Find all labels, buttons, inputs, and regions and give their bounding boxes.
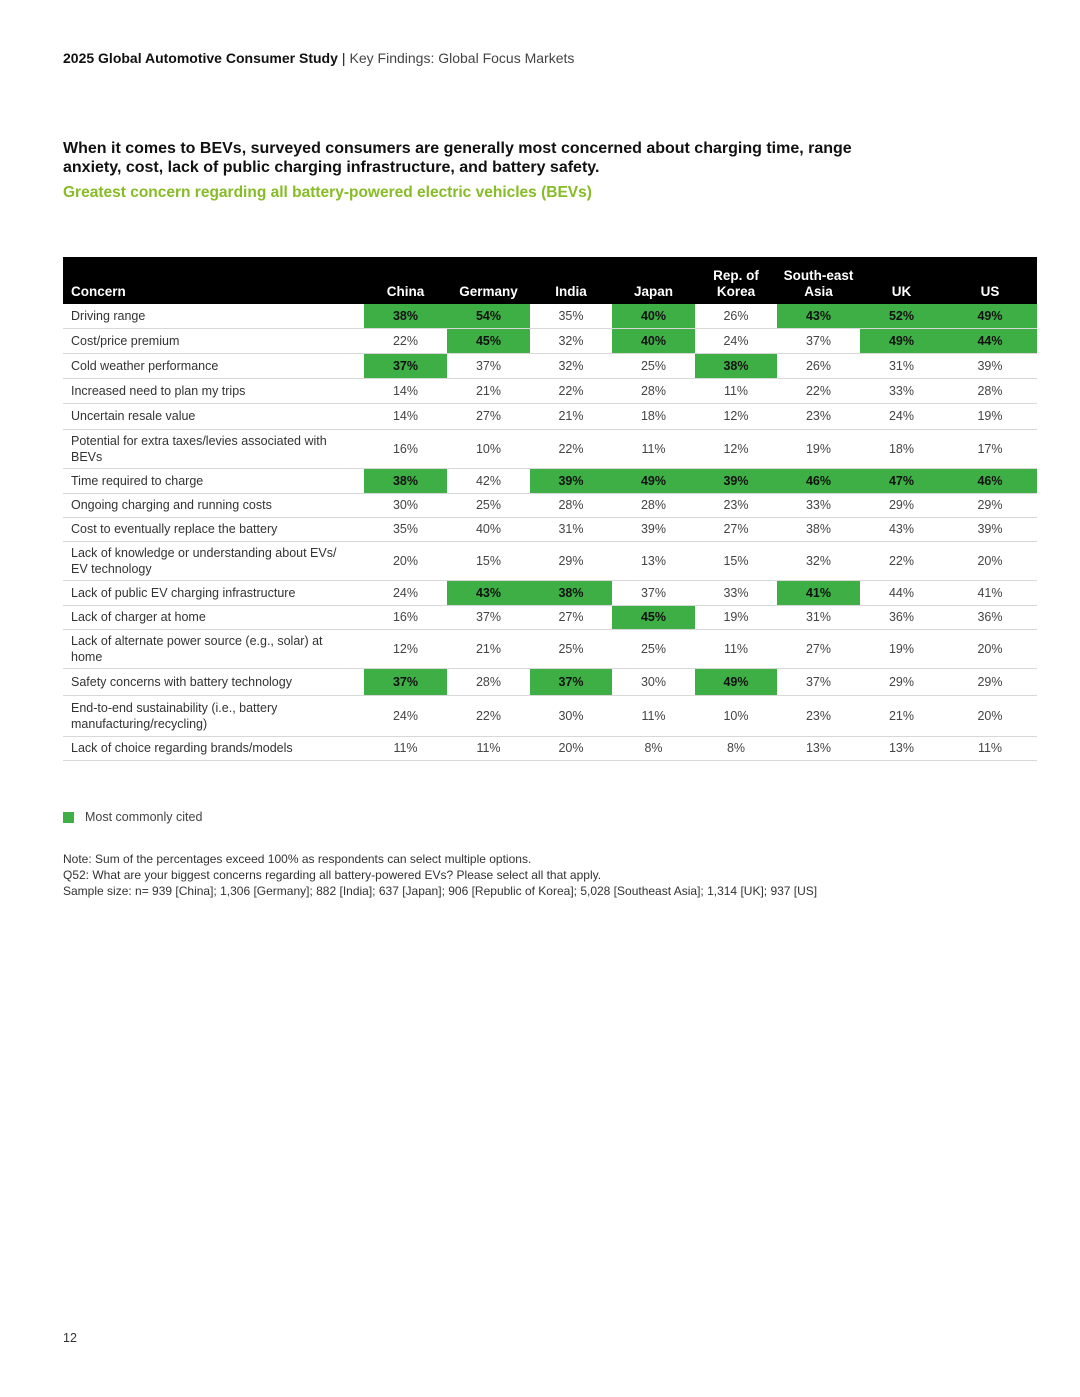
value-cell-china: 14% [364,403,447,429]
concern-label: Lack of alternate power source (e.g., solar) at home [63,629,364,668]
table-row [63,353,1037,378]
page-number: 12 [63,1331,77,1345]
value-cell-uk: 19% [860,629,943,668]
value-cell-japan: 45% [612,605,695,629]
value-cell-germany: 25% [447,493,530,517]
value-cell-china: 37% [364,353,447,378]
value-cell-china: 38% [364,304,447,328]
table-row [63,541,1037,580]
value-cell-japan: 49% [612,468,695,493]
value-cell-germany: 10% [447,429,530,468]
value-cell-germany: 21% [447,629,530,668]
table-row [63,605,1037,629]
value-cell-japan: 37% [612,580,695,605]
table-row [63,304,1037,328]
value-cell-southeast-asia: 13% [777,736,860,760]
legend [63,810,202,824]
value-cell-china: 37% [364,668,447,695]
value-cell-china: 24% [364,580,447,605]
column-header-germany: Germany [447,257,530,304]
value-cell-korea: 10% [695,695,777,736]
value-cell-india: 21% [530,403,612,429]
value-cell-germany: 37% [447,353,530,378]
page-header [63,50,574,66]
value-cell-uk: 31% [860,353,943,378]
value-cell-us: 20% [943,541,1037,580]
table-row [63,493,1037,517]
concern-label: Uncertain resale value [63,403,364,429]
question-text: Q52: What are your biggest concerns regarding all battery-powered EVs? Please select all that apply. [63,868,602,882]
value-cell-southeast-asia: 32% [777,541,860,580]
value-cell-us: 39% [943,353,1037,378]
value-cell-us: 20% [943,629,1037,668]
value-cell-uk: 13% [860,736,943,760]
value-cell-us: 29% [943,493,1037,517]
value-cell-china: 30% [364,493,447,517]
value-cell-korea: 12% [695,429,777,468]
value-cell-china: 20% [364,541,447,580]
value-cell-uk: 44% [860,580,943,605]
value-cell-india: 39% [530,468,612,493]
table-subtitle: Greatest concern regarding all battery-powered electric vehicles (BEVs) [63,184,592,201]
concern-label: Cost to eventually replace the battery [63,517,364,541]
value-cell-germany: 21% [447,378,530,403]
value-cell-india: 31% [530,517,612,541]
value-cell-japan: 40% [612,304,695,328]
value-cell-korea: 11% [695,629,777,668]
value-cell-southeast-asia: 23% [777,403,860,429]
concerns-table [63,257,1037,761]
value-cell-india: 22% [530,429,612,468]
value-cell-china: 12% [364,629,447,668]
value-cell-us: 29% [943,668,1037,695]
value-cell-germany: 15% [447,541,530,580]
value-cell-china: 24% [364,695,447,736]
header-separator: | [341,50,346,66]
value-cell-uk: 18% [860,429,943,468]
value-cell-southeast-asia: 27% [777,629,860,668]
value-cell-southeast-asia: 26% [777,353,860,378]
value-cell-korea: 27% [695,517,777,541]
table-header-row [63,257,1037,304]
value-cell-uk: 24% [860,403,943,429]
column-header-japan: Japan [612,257,695,304]
sample-size-text: Sample size: n= 939 [China]; 1,306 [Germany]; 882 [India]; 637 [Japan]; 906 [Republic of Korea]; 5,028 [Southeast Asia]; 1,314 [UK]; 937 [US] [63,884,818,898]
value-cell-japan: 11% [612,429,695,468]
value-cell-uk: 47% [860,468,943,493]
value-cell-india: 30% [530,695,612,736]
concern-label: Lack of public EV charging infrastructure [63,580,364,605]
table-row [63,468,1037,493]
value-cell-korea: 26% [695,304,777,328]
value-cell-southeast-asia: 31% [777,605,860,629]
concern-label: Time required to charge [63,468,364,493]
value-cell-germany: 11% [447,736,530,760]
column-header-southeast-asia: South-east Asia [777,257,860,304]
value-cell-germany: 42% [447,468,530,493]
value-cell-southeast-asia: 37% [777,328,860,353]
value-cell-india: 38% [530,580,612,605]
value-cell-germany: 22% [447,695,530,736]
value-cell-us: 46% [943,468,1037,493]
section-title: Key Findings: Global Focus Markets [349,50,575,66]
value-cell-uk: 29% [860,668,943,695]
table-row [63,695,1037,736]
column-header-uk: UK [860,257,943,304]
value-cell-japan: 8% [612,736,695,760]
value-cell-uk: 43% [860,517,943,541]
legend-swatch [63,812,74,823]
headline: When it comes to BEVs, surveyed consumers are generally most concerned about charging time, range anxiety, cost, lack of public charging infrastructure, and battery safety. [63,140,852,176]
value-cell-japan: 28% [612,378,695,403]
value-cell-japan: 25% [612,353,695,378]
value-cell-germany: 40% [447,517,530,541]
value-cell-korea: 38% [695,353,777,378]
value-cell-korea: 11% [695,378,777,403]
value-cell-india: 35% [530,304,612,328]
concern-label: Lack of charger at home [63,605,364,629]
value-cell-korea: 12% [695,403,777,429]
value-cell-korea: 33% [695,580,777,605]
value-cell-korea: 49% [695,668,777,695]
value-cell-uk: 29% [860,493,943,517]
value-cell-us: 41% [943,580,1037,605]
value-cell-china: 35% [364,517,447,541]
value-cell-japan: 25% [612,629,695,668]
value-cell-us: 49% [943,304,1037,328]
table-row [63,668,1037,695]
value-cell-us: 11% [943,736,1037,760]
value-cell-southeast-asia: 19% [777,429,860,468]
note-text: Note: Sum of the percentages exceed 100% as respondents can select multiple options. [63,852,532,866]
value-cell-china: 22% [364,328,447,353]
value-cell-uk: 36% [860,605,943,629]
study-title: 2025 Global Automotive Consumer Study [63,50,338,66]
value-cell-southeast-asia: 46% [777,468,860,493]
value-cell-uk: 52% [860,304,943,328]
value-cell-germany: 37% [447,605,530,629]
value-cell-japan: 30% [612,668,695,695]
value-cell-us: 36% [943,605,1037,629]
value-cell-southeast-asia: 38% [777,517,860,541]
table-row [63,736,1037,760]
value-cell-us: 39% [943,517,1037,541]
table-row [63,429,1037,468]
value-cell-us: 44% [943,328,1037,353]
value-cell-japan: 11% [612,695,695,736]
value-cell-india: 29% [530,541,612,580]
value-cell-southeast-asia: 22% [777,378,860,403]
value-cell-uk: 33% [860,378,943,403]
column-header-india: India [530,257,612,304]
value-cell-us: 19% [943,403,1037,429]
concern-label: Cold weather performance [63,353,364,378]
table-row [63,328,1037,353]
value-cell-india: 37% [530,668,612,695]
concern-label: Ongoing charging and running costs [63,493,364,517]
value-cell-india: 20% [530,736,612,760]
value-cell-japan: 39% [612,517,695,541]
value-cell-germany: 27% [447,403,530,429]
value-cell-southeast-asia: 37% [777,668,860,695]
value-cell-southeast-asia: 41% [777,580,860,605]
concern-label: End-to-end sustainability (i.e., battery manufacturing/recycling) [63,695,364,736]
concern-label: Lack of knowledge or understanding about EVs/ EV technology [63,541,364,580]
value-cell-uk: 21% [860,695,943,736]
value-cell-korea: 39% [695,468,777,493]
value-cell-southeast-asia: 33% [777,493,860,517]
value-cell-korea: 15% [695,541,777,580]
value-cell-southeast-asia: 23% [777,695,860,736]
value-cell-china: 38% [364,468,447,493]
column-header-concern: Concern [63,257,364,304]
value-cell-japan: 28% [612,493,695,517]
value-cell-germany: 43% [447,580,530,605]
legend-label: Most commonly cited [85,810,203,824]
value-cell-germany: 28% [447,668,530,695]
value-cell-india: 25% [530,629,612,668]
table-row [63,378,1037,403]
value-cell-korea: 24% [695,328,777,353]
table-row [63,629,1037,668]
value-cell-germany: 54% [447,304,530,328]
value-cell-china: 11% [364,736,447,760]
value-cell-japan: 13% [612,541,695,580]
value-cell-india: 32% [530,353,612,378]
column-header-china: China [364,257,447,304]
value-cell-korea: 8% [695,736,777,760]
table-body [63,304,1037,760]
table-row [63,517,1037,541]
table-row [63,580,1037,605]
concern-label: Increased need to plan my trips [63,378,364,403]
value-cell-india: 28% [530,493,612,517]
value-cell-india: 32% [530,328,612,353]
value-cell-uk: 22% [860,541,943,580]
value-cell-uk: 49% [860,328,943,353]
value-cell-japan: 40% [612,328,695,353]
value-cell-korea: 23% [695,493,777,517]
value-cell-india: 27% [530,605,612,629]
concern-label: Potential for extra taxes/levies associated with BEVs [63,429,364,468]
concern-label: Safety concerns with battery technology [63,668,364,695]
value-cell-southeast-asia: 43% [777,304,860,328]
value-cell-us: 28% [943,378,1037,403]
concern-label: Cost/price premium [63,328,364,353]
concern-label: Lack of choice regarding brands/models [63,736,364,760]
value-cell-china: 16% [364,429,447,468]
column-header-korea: Rep. of Korea [695,257,777,304]
value-cell-us: 17% [943,429,1037,468]
column-header-us: US [943,257,1037,304]
footnotes [63,851,817,899]
value-cell-china: 16% [364,605,447,629]
value-cell-us: 20% [943,695,1037,736]
value-cell-india: 22% [530,378,612,403]
value-cell-japan: 18% [612,403,695,429]
value-cell-germany: 45% [447,328,530,353]
concern-label: Driving range [63,304,364,328]
value-cell-korea: 19% [695,605,777,629]
value-cell-china: 14% [364,378,447,403]
table-row [63,403,1037,429]
